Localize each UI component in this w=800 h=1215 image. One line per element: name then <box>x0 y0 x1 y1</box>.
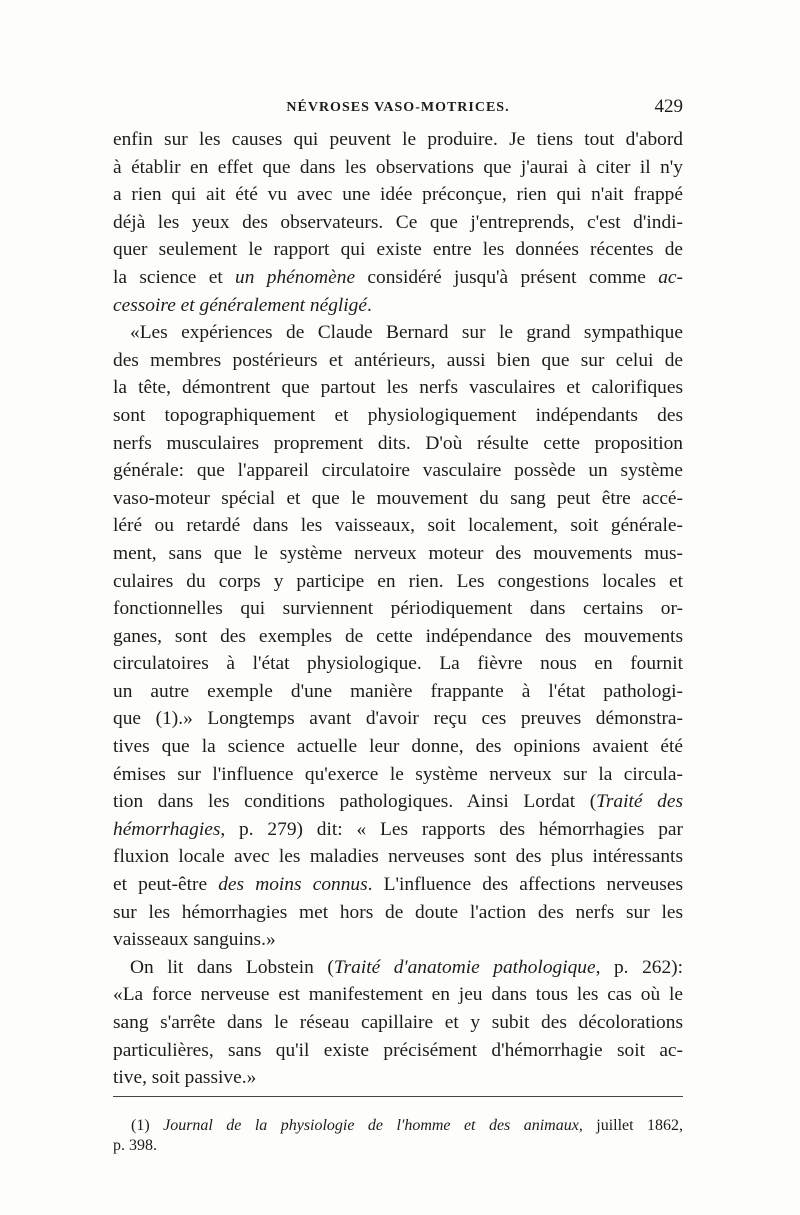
italic-span: ac- <box>658 266 683 288</box>
text-line <box>113 926 683 954</box>
text-line <box>113 540 683 568</box>
text-line <box>113 816 683 844</box>
text-span: «Les expériences de Claude Bernard sur le grand sympathique <box>130 322 683 344</box>
text-span: ganes, sont des exemples de cette indépendance des mouvements <box>113 625 683 647</box>
text-line <box>113 181 683 209</box>
text-span: la tête, démontrent que partout les nerfs vasculaires et calorifiques <box>113 377 683 399</box>
text-span: . <box>366 294 372 316</box>
text-span: enfin sur les causes qui peuvent le produire. Je tiens tout d'abord <box>113 129 683 150</box>
text-line <box>113 595 683 623</box>
text-line <box>113 568 683 596</box>
text-line <box>113 761 683 789</box>
text-span: émises sur l'influence qu'exerce le système nerveux sur la circula- <box>113 763 683 785</box>
text-span: sur les hémorrhagies met hors de doute l'action des nerfs sur les <box>113 901 683 923</box>
text-line <box>113 430 683 458</box>
italic-span: cessoire et généralement négligé <box>113 294 367 316</box>
text-span: circulatoires à l'état physiologique. La fièvre nous en fournit <box>113 653 683 675</box>
text-span: et peut-être <box>113 874 219 896</box>
text-span: culaires du corps y participe en rien. Les congestions locales et <box>113 570 683 592</box>
text-span: quer seulement le rapport qui existe entre les données récentes de <box>113 239 683 261</box>
text-line <box>113 1009 683 1037</box>
text-span: déjà les yeux des observateurs. Ce que j'entreprends, c'est d'indi- <box>113 211 683 233</box>
footnotes <box>113 1116 683 1156</box>
footnote-page: p. 398. <box>113 1137 157 1154</box>
text-span: vaisseaux sanguins.» <box>113 929 276 951</box>
text-span: particulières, sans qu'il existe précisément d'hémorrhagie soit ac- <box>113 1039 683 1061</box>
text-span: que (1).» Longtemps avant d'avoir reçu ces preuves démonstra- <box>113 708 683 730</box>
text-span: sang s'arrête dans le réseau capillaire et y subit des décolorations <box>113 1012 683 1033</box>
text-span: générale: que l'appareil circulatoire vasculaire possède un système <box>113 460 683 482</box>
text-line <box>113 733 683 761</box>
text-span: «La force nerveuse est manifestement en jeu dans tous les cas où le <box>113 984 683 1006</box>
text-line <box>113 154 683 182</box>
text-span: un autre exemple d'une manière frappante à l'état pathologi- <box>113 680 683 702</box>
footnote-journal-title: Journal de la physiologie de l'homme et des animaux <box>163 1117 579 1134</box>
italic-span: un phénomène <box>235 266 356 288</box>
italic-span: Traité d'anatomie pathologique <box>333 956 596 978</box>
text-line <box>113 457 683 485</box>
body-text <box>113 126 683 1092</box>
running-title: NÉVROSES VASO-MOTRICES. <box>286 100 510 115</box>
text-span: a rien qui ait été vu avec une idée préconçue, rien qui n'ait frappé <box>113 184 683 206</box>
text-line <box>113 705 683 733</box>
text-line <box>113 981 683 1009</box>
text-span: fluxion locale avec les maladies nerveuses sont des plus intéressants <box>113 846 683 868</box>
text-line <box>113 1064 683 1092</box>
text-line <box>113 954 683 982</box>
text-span: . L'influence des affections nerveuses <box>367 874 683 896</box>
text-span: vaso-moteur spécial et que le mouvement du sang peut être accé- <box>113 487 683 509</box>
text-span: tion dans les conditions pathologiques. Ainsi Lordat ( <box>113 791 597 813</box>
text-span: fonctionnelles qui surviennent périodiquement dans certains or- <box>113 598 683 620</box>
text-line <box>113 650 683 678</box>
text-span: à établir en effet que dans les observations que j'aurai à citer il n'y <box>113 156 683 178</box>
footnote-date: , juillet 1862, <box>578 1117 683 1134</box>
text-line <box>113 788 683 816</box>
footnote-marker: (1) <box>131 1117 164 1134</box>
text-line <box>113 899 683 927</box>
text-line <box>113 209 683 237</box>
text-span: des membres postérieurs et antérieurs, aussi bien que sur celui de <box>113 349 683 371</box>
text-line <box>113 1037 683 1065</box>
text-span: tive, soit passive.» <box>113 1067 257 1089</box>
text-line <box>113 236 683 264</box>
text-line <box>113 319 683 347</box>
text-line <box>113 126 683 154</box>
text-line <box>113 402 683 430</box>
text-line <box>113 374 683 402</box>
text-line <box>113 678 683 706</box>
italic-span: des moins connus <box>218 874 368 896</box>
text-span: ment, sans que le système nerveux moteur des mouvements mus- <box>113 542 683 564</box>
text-span: tives que la science actuelle leur donne, des opinions avaient été <box>113 736 683 758</box>
text-line <box>113 843 683 871</box>
text-span: léré ou retardé dans les vaisseaux, soit localement, soit générale- <box>113 515 683 537</box>
running-head <box>113 96 683 122</box>
footnote-line <box>113 1136 683 1156</box>
footnote-rule <box>113 1096 683 1097</box>
text-line <box>113 292 683 320</box>
text-span: sont topographiquement et physiologiquement indépendants des <box>113 404 683 426</box>
text-span: considéré jusqu'à présent comme <box>355 266 659 288</box>
text-span: nerfs musculaires proprement dits. D'où résulte cette proposition <box>113 432 683 454</box>
text-line <box>113 871 683 899</box>
italic-span: Traité des <box>596 791 683 813</box>
footnote-line <box>113 1116 683 1136</box>
text-span: , p. 262): <box>595 956 683 978</box>
text-line <box>113 264 683 292</box>
text-line <box>113 623 683 651</box>
text-line <box>113 485 683 513</box>
italic-span: hémorrhagies <box>113 818 221 840</box>
text-span: la science et <box>113 266 236 288</box>
page-number: 429 <box>654 96 683 117</box>
text-span: , p. 279) dit: « Les rapports des hémorrhagies par <box>220 818 683 840</box>
text-line <box>113 512 683 540</box>
text-span: On lit dans Lobstein ( <box>130 956 334 978</box>
text-line <box>113 347 683 375</box>
